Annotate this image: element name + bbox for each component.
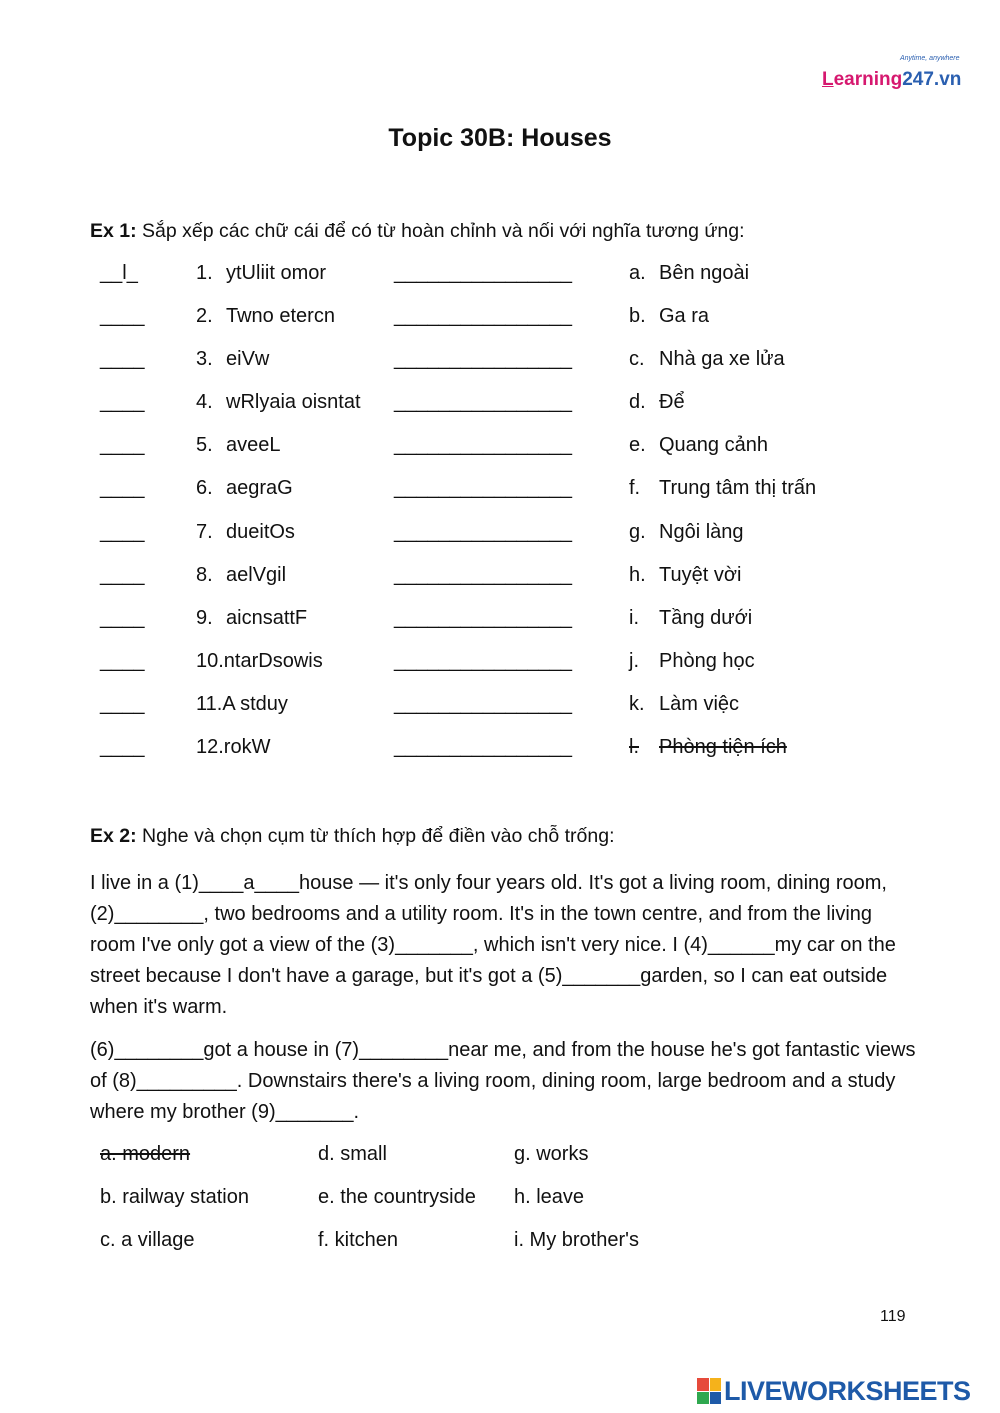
ex1-heading (90, 220, 745, 243)
option-i: i. My brother's (514, 1229, 639, 1251)
scrambled-word: aicnsattF (226, 606, 308, 629)
option-d: d. small (318, 1143, 387, 1165)
scrambled-word: Twno etercn (226, 305, 335, 328)
meaning-text: Ngôi làng (659, 520, 744, 543)
logo-tagline: Anytime, anywhere (900, 55, 960, 62)
option-g: g. works (514, 1143, 589, 1165)
scrambled-word: wRlyaia oisntat (226, 391, 361, 414)
item-number: 3. (196, 348, 213, 371)
option-b: b. railway station (100, 1186, 249, 1208)
scrambled-word: eiVw (226, 348, 270, 371)
meaning-letter: h. (629, 563, 646, 586)
ex2-paragraph-2: (6)________got a house in (7)________near me, and from the house he's got fantastic views of (8)_________. Downstairs there's a living room, dining room, large bedroom and a study where my brother (9)_______. (90, 1039, 916, 1123)
scrambled-word: dueitOs (226, 520, 295, 543)
liveworksheets-logo (697, 1376, 997, 1410)
answer-blank[interactable]: ____ (100, 348, 145, 371)
answer-blank[interactable]: __l_ (100, 262, 138, 284)
meaning-letter: g. (629, 520, 646, 543)
scrambled-word: aelVgil (226, 563, 287, 586)
ex1-row (0, 477, 1000, 520)
ex1-row (0, 262, 1000, 305)
meaning-text: Để (659, 391, 685, 414)
answer-blank[interactable]: ____ (100, 391, 145, 414)
scrambled-word: 11.A stduy (196, 692, 288, 715)
ex1-row (0, 650, 1000, 693)
meaning-text: Tuyệt vời (659, 563, 742, 586)
meaning-letter: j. (629, 649, 639, 672)
answer-blank[interactable]: ____ (100, 477, 145, 500)
answer-blank[interactable]: ____ (100, 692, 145, 715)
word-blank[interactable]: ________________ (394, 606, 572, 629)
ex2-label: Ex 2: (90, 825, 137, 847)
ex2-heading (90, 825, 615, 848)
ex1-row (0, 607, 1000, 650)
option-e: e. the countryside (318, 1186, 476, 1208)
ex1-row (0, 564, 1000, 607)
answer-blank[interactable]: ____ (100, 606, 145, 629)
option-h: h. leave (514, 1186, 585, 1208)
meaning-text: Quang cảnh (659, 434, 768, 457)
item-number: 2. (196, 305, 213, 328)
scrambled-word: aveeL (226, 434, 281, 457)
meaning-letter: e. (629, 434, 646, 457)
meaning-text: Tầng dưới (659, 606, 753, 629)
page-title: Topic 30B: Houses (388, 124, 612, 152)
answer-blank[interactable]: ____ (100, 736, 145, 759)
item-number: 6. (196, 477, 213, 500)
item-number: 9. (196, 606, 213, 629)
scrambled-word: ytUliit omor (226, 262, 327, 284)
ex1-row (0, 391, 1000, 434)
meaning-text: Làm việc (659, 692, 740, 715)
meaning-text: Ga ra (659, 305, 710, 328)
word-blank[interactable]: ________________ (394, 305, 572, 328)
meaning-letter: l. (629, 736, 639, 759)
item-number: 1. (196, 262, 213, 284)
ex1-row (0, 521, 1000, 564)
ex2-paragraph-1: I live in a (1)____a____house — it's only four years old. It's got a living room, dining room, (2)________, two bedrooms and a utility room. It's in the town centre, and from the living room I've only got a view of the (3)_______, which isn't very nice. I (4)______my car on the street because I don't have a garage, but it's got a (5)_______garden, so I can eat outside when it's warm. (90, 872, 896, 1018)
meaning-text: Phòng tiện ích (659, 736, 787, 759)
scrambled-word: aegraG (226, 477, 293, 500)
ex1-row (0, 434, 1000, 477)
option-f: f. kitchen (318, 1229, 399, 1251)
scrambled-word: 12.rokW (196, 736, 271, 759)
ex1-row (0, 736, 1000, 779)
ex1-row (0, 305, 1000, 348)
word-blank[interactable]: ________________ (394, 391, 572, 414)
meaning-letter: f. (629, 477, 641, 500)
answer-blank[interactable]: ____ (100, 563, 145, 586)
word-blank[interactable]: ________________ (394, 477, 572, 500)
option-a: a. modern (100, 1143, 191, 1165)
word-blank[interactable]: ________________ (394, 736, 572, 759)
meaning-text: Nhà ga xe lửa (659, 348, 785, 371)
item-number: 8. (196, 563, 213, 586)
item-number: 4. (196, 391, 213, 414)
ex1-label: Ex 1: (90, 220, 137, 242)
meaning-letter: b. (629, 305, 646, 328)
answer-blank[interactable]: ____ (100, 649, 145, 672)
page-number: 119 (880, 1308, 906, 1325)
answer-blank[interactable]: ____ (100, 305, 145, 328)
scrambled-word: 10.ntarDsowis (196, 649, 323, 672)
liveworksheets-wordmark: LIVEWORKSHEETS (724, 1376, 971, 1406)
ex1-row (0, 348, 1000, 391)
ex1-instruction: Sắp xếp các chữ cái để có từ hoàn chỉnh và nối với nghĩa tương ứng: (142, 220, 745, 242)
ex1-row (0, 693, 1000, 736)
meaning-letter: d. (629, 391, 646, 414)
word-blank[interactable]: ________________ (394, 434, 572, 457)
item-number: 7. (196, 520, 213, 543)
logo-brand: Learning247.vn (822, 69, 962, 90)
option-c: c. a village (100, 1229, 195, 1251)
word-blank[interactable]: ________________ (394, 348, 572, 371)
word-blank[interactable]: ________________ (394, 262, 572, 284)
liveworksheets-icon (697, 1378, 721, 1404)
word-blank[interactable]: ________________ (394, 692, 572, 715)
ex1-matching-list (0, 262, 1000, 779)
answer-blank[interactable]: ____ (100, 434, 145, 457)
meaning-letter: i. (629, 606, 639, 629)
ex2-instruction: Nghe và chọn cụm từ thích hợp để điền vào chỗ trống: (142, 825, 615, 847)
answer-blank[interactable]: ____ (100, 520, 145, 543)
word-blank[interactable]: ________________ (394, 649, 572, 672)
learning247-logo (822, 55, 967, 95)
item-number: 5. (196, 434, 213, 457)
word-blank[interactable]: ________________ (394, 563, 572, 586)
word-blank[interactable]: ________________ (394, 520, 572, 543)
meaning-text: Trung tâm thị trấn (659, 477, 817, 500)
meaning-letter: c. (629, 348, 645, 371)
meaning-text: Bên ngoài (659, 262, 750, 284)
meaning-text: Phòng học (659, 649, 755, 672)
meaning-letter: k. (629, 692, 645, 715)
meaning-letter: a. (629, 262, 646, 284)
